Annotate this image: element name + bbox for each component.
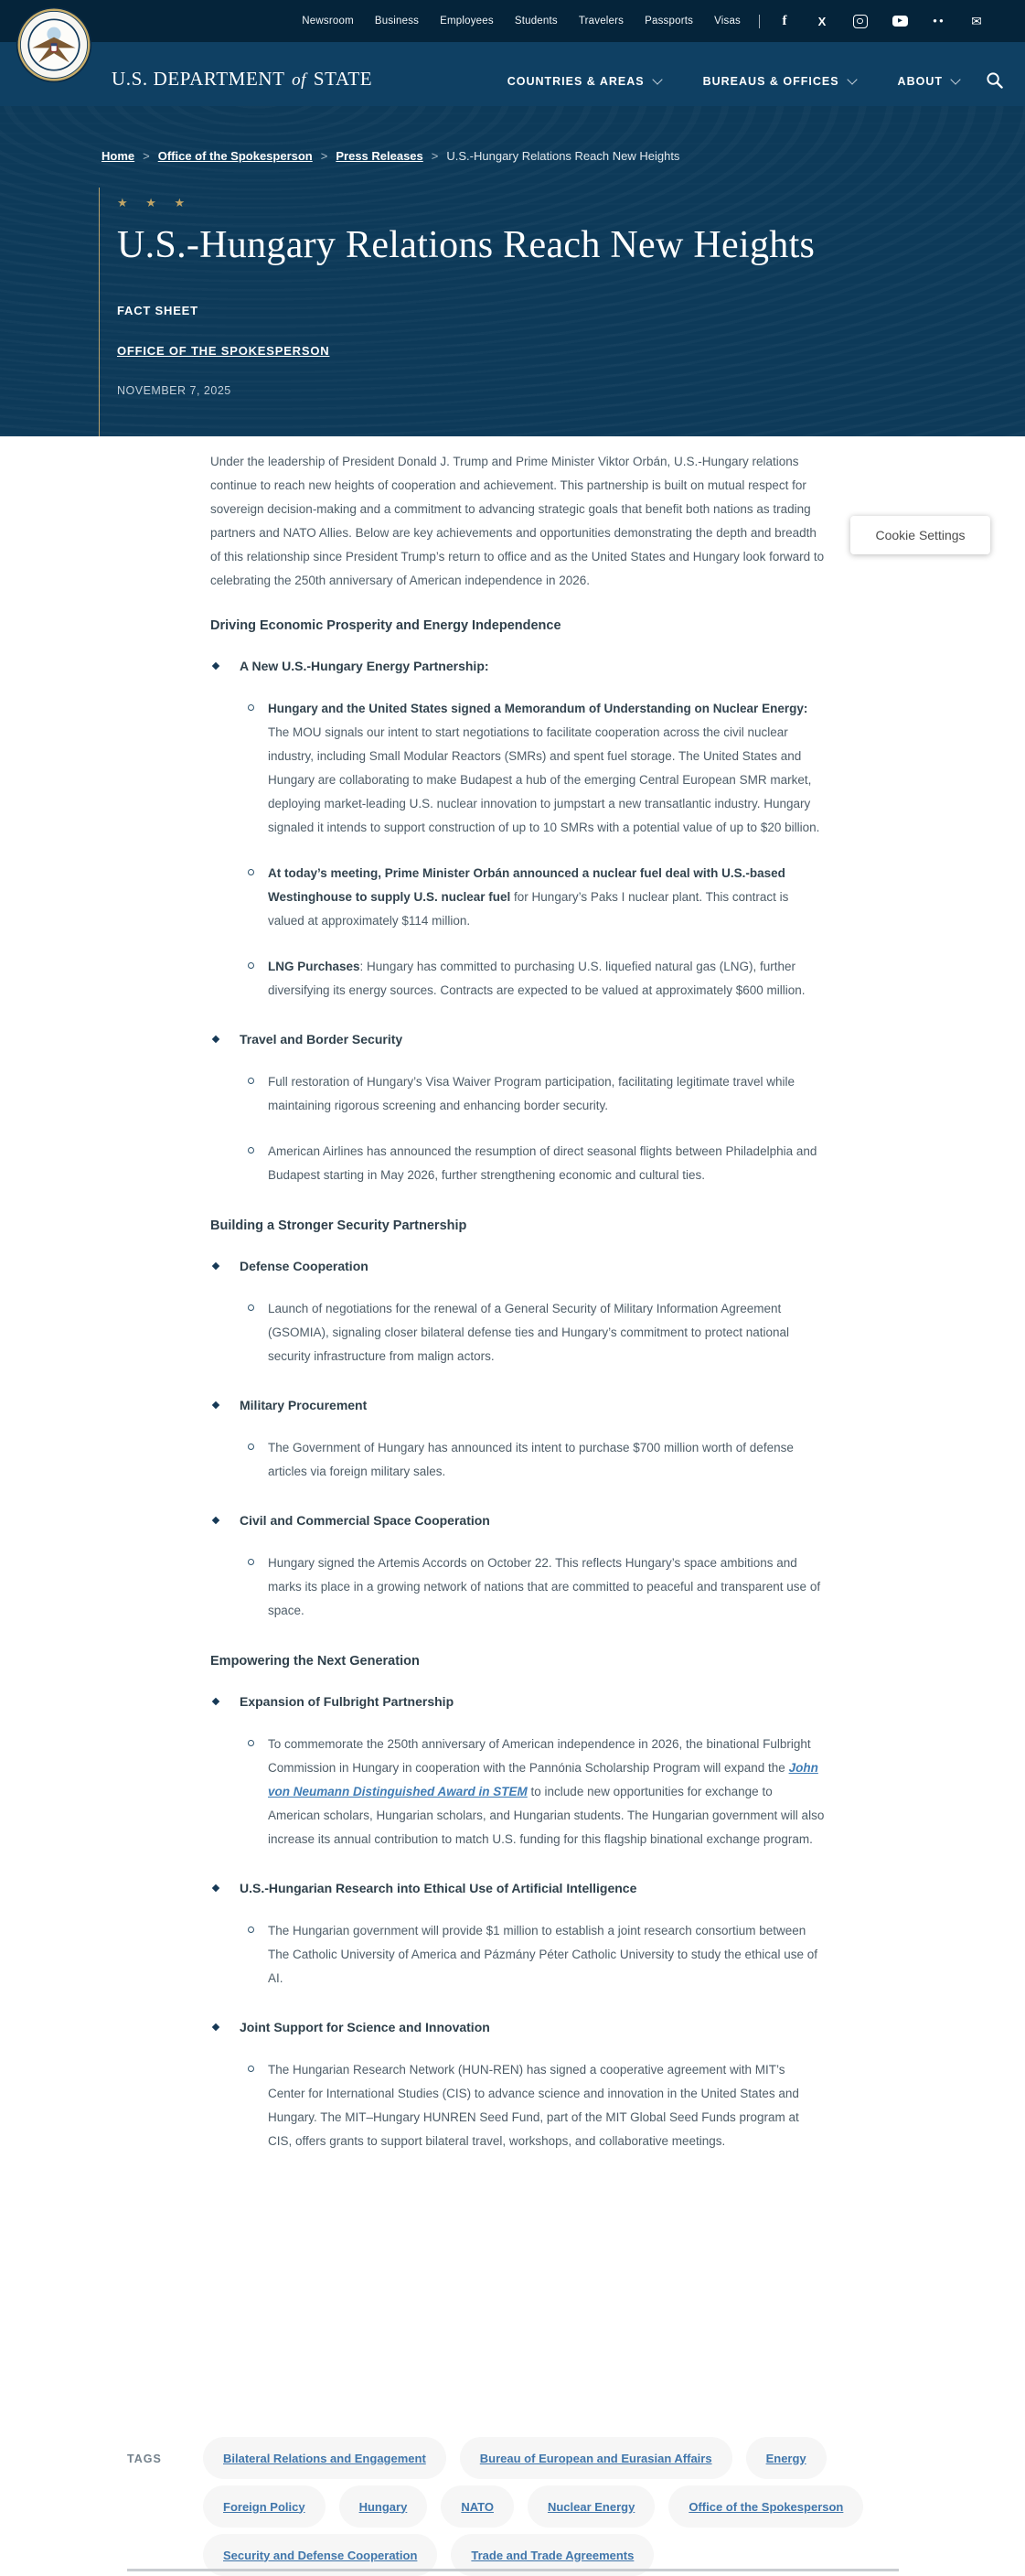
tag-link[interactable]: NATO [461,2499,494,2514]
tags-section [127,2437,924,2576]
main-nav-label: BUREAUS & OFFICES [702,75,839,88]
diamond-bullet-icon [212,1401,219,1409]
email-icon[interactable]: ✉ [971,14,982,28]
item-list [210,1257,825,1623]
footer-divider [127,2569,899,2571]
main-nav [507,75,959,88]
utility-nav-link[interactable]: Passports [645,16,694,27]
tag-row [203,2485,863,2528]
tag-link[interactable]: Foreign Policy [223,2499,305,2514]
chevron-down-icon [847,74,857,84]
tag-pill[interactable] [460,2437,732,2479]
list-item [210,1692,825,1852]
item-list [210,1692,825,2153]
subitem-text: To commemorate the 250th anniversary of American independence in 2026, the binational Fulbright Commission in Hungary in cooperation with the Pannónia Scholarship Program will expand the [268,1737,811,1775]
social-icons [778,15,983,28]
intro-paragraph: Under the leadership of President Donald J. Trump and Prime Minister Viktor Orbán, U.S.-Hungary relations continue to reach new heights of cooperation and achievement. This partnership is built on mutual respect for sovereign decision-making and a commitment to advancing strategic goals that benefit both nations as trading partners and NATO Allies. Below are key achievements and opportunities demonstrating the depth and breadth of this relationship since President Trump’s return to office and as the United States and Hungary look forward to celebrating the 250th anniversary of American independence in 2026. [210,455,825,587]
item-title: Defense Cooperation [240,1259,368,1273]
tag-pill[interactable] [668,2485,863,2528]
sub-list-item [240,862,825,933]
article-section [210,1652,825,2153]
circle-bullet-icon [248,1444,254,1450]
diamond-bullet-icon [212,1698,219,1705]
tag-pill[interactable] [339,2485,428,2528]
subitem-text: The Hungarian Research Network (HUN-REN) has signed a cooperative agreement with MIT’s Center for International Studies (CIS) to advance science and innovation in the United States and Hungary. The MIT–Hungary HUNREN Seed Fund, part of the MIT Global Seed Funds program at CIS, offers grants to support bilateral travel, workshops, and collaborative meetings. [268,2063,799,2148]
x-icon[interactable]: X [817,14,827,28]
subitem-link[interactable]: John von Neumann Distinguished Award in STEM [268,1761,818,1798]
diamond-bullet-icon [212,1884,219,1892]
subitem-text: : Hungary has committed to purchasing U.S. liquefied natural gas (LNG), further diversifying its energy sources. Contracts are expected to be valued at approximately $600 million. [268,960,806,997]
breadcrumb-separator: > [143,149,150,163]
tag-pill[interactable] [203,2485,326,2528]
tag-link[interactable]: Hungary [358,2499,408,2514]
publish-date: NOVEMBER 7, 2025 [117,384,231,397]
tag-link[interactable]: Nuclear Energy [547,2499,635,2514]
list-item [210,1257,825,1368]
diamond-bullet-icon [212,1262,219,1270]
breadcrumb-separator: > [431,149,439,163]
main-nav-item[interactable] [898,75,959,88]
item-title: U.S.-Hungarian Research into Ethical Use of Artificial Intelligence [240,1881,637,1895]
list-item [210,1511,825,1623]
article-section [210,617,825,1187]
sub-list-item [240,1436,825,1484]
sub-list-item [240,1919,825,1991]
circle-bullet-icon [248,1927,254,1933]
utility-bar [0,0,1025,42]
subitem-list [240,697,825,1003]
section-heading: Driving Economic Prosperity and Energy Independence [210,618,561,633]
list-item [210,1030,825,1187]
item-title: Expansion of Fulbright Partnership [240,1694,454,1709]
circle-bullet-icon [248,869,254,875]
office-of-spokesperson-link[interactable]: OFFICE OF THE SPOKESPERSON [117,344,330,358]
sub-list-item [240,1733,825,1852]
sub-list-item [240,1070,825,1118]
subitem-list [240,1297,825,1368]
circle-bullet-icon [248,962,254,969]
subitem-text: The Government of Hungary has announced its intent to purchase $700 million worth of defense articles via foreign military sales. [268,1441,794,1478]
cookie-settings-button[interactable]: Cookie Settings [850,516,990,554]
sub-list-item [240,1551,825,1623]
doc-type-label: FACT SHEET [117,304,198,317]
subitem-text: Full restoration of Hungary’s Visa Waiver Program participation, facilitating legitimate travel while maintaining rigorous screening and enhancing border security. [268,1075,795,1112]
sub-list-item [240,1297,825,1368]
breadcrumb-separator: > [320,149,328,163]
search-button[interactable] [986,71,1003,93]
subitem-text: for Hungary’s Paks I nuclear plant. This contract is valued at approximately $114 million. [268,890,789,928]
breadcrumb-link[interactable]: Home [101,149,135,163]
main-nav-label: COUNTRIES & AREAS [507,75,645,88]
subitem-list [240,1551,825,1623]
section-heading: Empowering the Next Generation [210,1654,420,1669]
chevron-down-icon [652,74,662,84]
diamond-bullet-icon [212,662,219,670]
tags-label: TAGS [127,2453,162,2465]
sub-list-item [240,697,825,840]
tag-pill[interactable] [203,2437,446,2479]
utility-nav-links [302,16,741,27]
tag-row [203,2437,863,2479]
instagram-icon[interactable] [853,15,868,28]
circle-bullet-icon [248,1740,254,1746]
diamond-bullet-icon [212,1517,219,1524]
tag-link[interactable]: Security and Defense Cooperation [223,2548,418,2562]
three-stars-icon: ★ ★ ★ [117,196,193,209]
list-item [210,1879,825,1991]
wordmark-of: of [292,70,307,90]
tag-link[interactable]: Trade and Trade Agreements [471,2548,635,2562]
subitem-list [240,1733,825,1852]
main-nav-label: ABOUT [897,75,943,88]
utility-nav-link[interactable]: Employees [440,16,494,27]
breadcrumb [101,149,679,163]
tag-link[interactable]: Bilateral Relations and Engagement [223,2451,426,2465]
breadcrumb-link[interactable]: Press Releases [336,149,423,163]
item-title: Joint Support for Science and Innovation [240,2020,490,2034]
circle-bullet-icon [248,1304,254,1311]
diamond-bullet-icon [212,2023,219,2031]
subitem-list [240,1070,825,1187]
diamond-bullet-icon [212,1036,219,1043]
hero-banner [0,106,1025,436]
department-wordmark[interactable] [112,68,372,91]
breadcrumb-current: U.S.-Hungary Relations Reach New Heights [446,149,680,163]
section-heading: Building a Stronger Security Partnership [210,1218,467,1233]
item-title: Travel and Border Security [240,1032,403,1046]
subitem-after: to include new opportunities for exchange to American scholars, Hungarian scholars, and Hungarian students. The Hungarian government will also increase its annual contribution to match U.S. funding for this flagship binational exchange program. [268,1785,825,1846]
article-sections [210,617,825,2153]
subitem-text: American Airlines has announced the resumption of direct seasonal flights between Philadelphia and Budapest starting in May 2026, further strengthening economic and cultural ties. [268,1144,817,1182]
subitem-bold: At today’s meeting, Prime Minister Orbán announced a nuclear fuel deal with U.S.-based Westinghouse to supply U.S. nuclear fuel [268,866,785,904]
subitem-list [240,2058,825,2153]
circle-bullet-icon [248,704,254,711]
circle-bullet-icon [248,2066,254,2072]
sub-list-item [240,1140,825,1187]
utility-nav-link[interactable]: Students [514,16,558,27]
wordmark-prefix: U.S. DEPARTMENT [112,68,285,90]
wordmark-suffix: STATE [313,68,373,90]
utility-divider [759,15,760,28]
list-item [210,1396,825,1484]
utility-nav-link[interactable]: Visas [714,16,741,27]
subitem-bold: Hungary and the United States signed a Memorandum of Understanding on Nuclear Energy: [268,702,808,715]
item-title: A New U.S.-Hungary Energy Partnership: [240,659,489,673]
item-title: Military Procurement [240,1398,368,1412]
subitem-list [240,1436,825,1484]
tag-pill[interactable] [441,2485,514,2528]
main-nav-item[interactable] [703,75,856,88]
item-title: Civil and Commercial Space Cooperation [240,1513,490,1528]
article [210,450,825,2153]
subitem-bold: LNG Purchases [268,960,360,973]
circle-bullet-icon [248,1559,254,1565]
tag-rows [203,2437,863,2576]
list-item [210,2018,825,2153]
chevron-down-icon [950,74,960,84]
page-title: U.S.-Hungary Relations Reach New Heights [117,224,816,266]
hero-content [99,188,815,436]
flickr-icon[interactable]: ●● [933,16,945,25]
sub-list-item [240,955,825,1003]
subitem-text: Launch of negotiations for the renewal of a General Security of Military Information Agreement (GSOMIA), signaling closer bilateral defense ties and Hungary’s commitment to protect national security infrastructure from malign actors. [268,1302,790,1363]
main-nav-item[interactable] [507,75,661,88]
utility-nav-link[interactable]: Travelers [578,16,625,27]
search-icon [986,71,1003,89]
item-list [210,657,825,1187]
tag-pill[interactable] [746,2437,827,2479]
youtube-icon[interactable]: ▶ [892,16,908,27]
tag-link[interactable]: Energy [765,2451,806,2465]
breadcrumb-link[interactable]: Office of the Spokesperson [157,149,313,163]
subitem-list [240,1919,825,1991]
list-item [210,657,825,1003]
circle-bullet-icon [248,1078,254,1084]
subitem-text: The Hungarian government will provide $1 million to establish a joint research consortium between The Catholic University of America and Pázmány Péter Catholic University to study the ethical use of AI. [268,1924,818,1985]
state-department-seal-icon [16,6,92,83]
tag-link[interactable]: Bureau of European and Eurasian Affairs [479,2451,712,2465]
tag-link[interactable]: Office of the Spokesperson [689,2499,844,2514]
tag-pill[interactable] [528,2485,655,2528]
sub-list-item [240,2058,825,2153]
article-section [210,1217,825,1623]
subitem-text: Hungary signed the Artemis Accords on October 22. This reflects Hungary’s space ambitions and marks its place in a growing network of nations that are committed to peaceful and transparent use of space. [268,1556,821,1617]
subitem-text: The MOU signals our intent to start negotiations to facilitate cooperation across the civil nuclear industry, including Small Modular Reactors (SMRs) and spent fuel storage. The United States and Hungary are collaborating to make Budapest a hub of the emerging Central European SMR market, deploying market-leading U.S. nuclear innovation to jumpstart a new transatlantic industry. Hungary signaled it intends to support construction of up to 10 SMRs with a potential value of up to $20 billion. [268,725,820,834]
utility-nav-link[interactable]: Business [374,16,420,27]
utility-nav-link[interactable]: Newsroom [302,16,354,27]
facebook-icon[interactable]: f [782,13,787,28]
circle-bullet-icon [248,1147,254,1154]
